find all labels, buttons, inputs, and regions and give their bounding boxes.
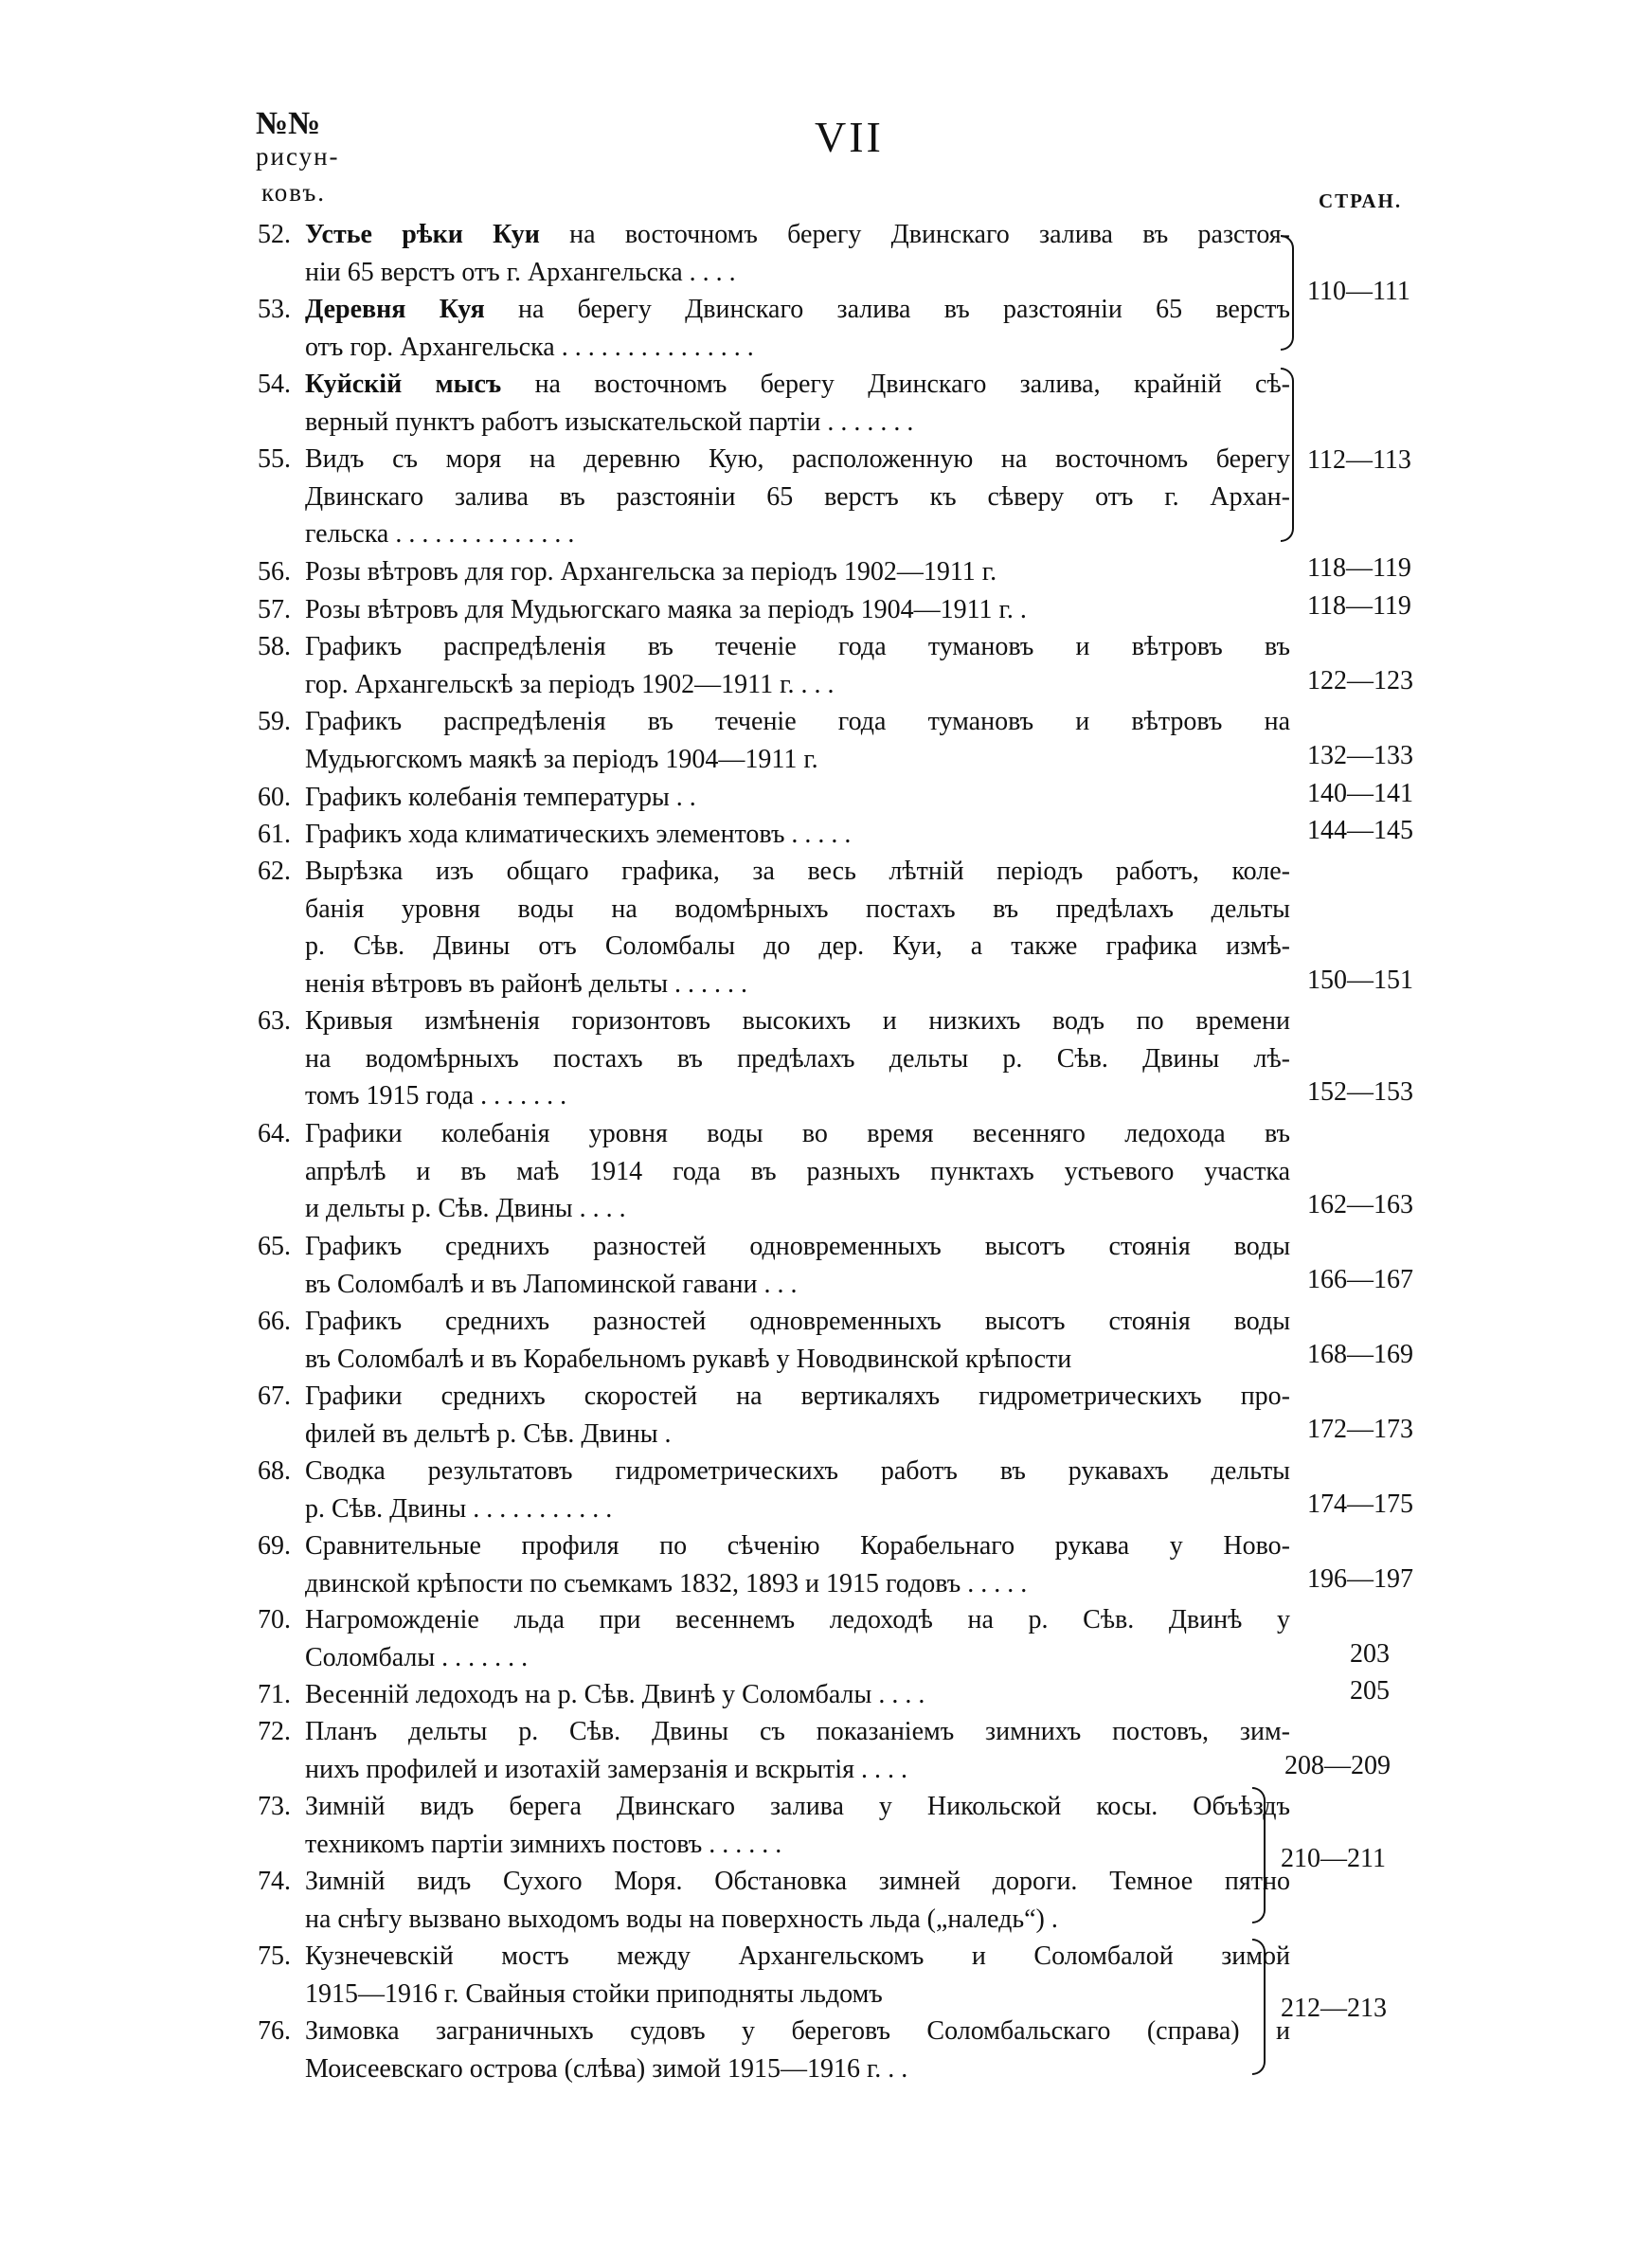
figure-number: 58. xyxy=(258,632,291,661)
figure-caption-text: въ Соломбалѣ и въ Корабельномъ рукавѣ у Новодвинской крѣпости xyxy=(305,1344,1072,1374)
figure-number: 55. xyxy=(258,444,291,474)
figure-number: 66. xyxy=(258,1307,291,1336)
entry-line xyxy=(258,1378,1290,1416)
figure-number: 68. xyxy=(258,1456,291,1486)
figure-caption-text: Куйскій мысъ на восточномъ берегу Двинскаго залива, крайній сѣ- xyxy=(305,370,1290,399)
figure-entry xyxy=(258,1938,1290,2013)
page-number-roman: VII xyxy=(815,113,884,161)
entry-line xyxy=(258,1639,1290,1677)
figure-caption-text: Устье рѣки Куи на восточномъ берегу Двинскаго залива въ разстоя- xyxy=(305,220,1290,249)
figure-number: 63. xyxy=(258,1006,291,1036)
column-label-figures-cont: ковъ. xyxy=(261,178,327,207)
figure-entry xyxy=(258,366,1290,441)
figure-caption-text: Графикъ колебанія температуры . . xyxy=(305,783,696,812)
figure-caption-text: на снѣгу вызвано выходомъ воды на поверхность льда („наледь“) . xyxy=(305,1904,1058,1934)
figure-entry xyxy=(258,1713,1290,1788)
entry-line xyxy=(258,1901,1290,1939)
figure-entry xyxy=(258,1527,1290,1602)
figure-entry xyxy=(258,853,1290,1002)
figure-caption-text: р. Сѣв. Двины отъ Соломбалы до дер. Куи, а также графика измѣ- xyxy=(305,931,1290,961)
figure-caption-text: Двинскаго залива въ разстояніи 65 верстъ къ сѣверу отъ г. Архан- xyxy=(305,481,1290,512)
page-ref-75-76: 212—213 xyxy=(1281,1994,1387,2023)
entry-line xyxy=(258,1601,1290,1639)
figure-caption-text: Сравнительные профиля по сѣченію Корабельнаго рукава у Ново- xyxy=(305,1531,1290,1561)
figure-caption-text: нихъ профилей и изотахій замерзанія и вскрытія . . . . xyxy=(305,1754,908,1784)
figure-caption-text: Графикъ распредѣленія въ теченіе года тумановъ и вѣтровъ на xyxy=(305,707,1290,736)
figure-caption-text: Деревня Куя на берегу Двинскаго залива въ разстояніи 65 верстъ xyxy=(305,295,1290,324)
figure-caption-text: гельска . . . . . . . . . . . . . . xyxy=(305,519,575,549)
figure-caption-text: Графикъ хода климатическихъ элементовъ . . . . . xyxy=(305,820,852,849)
figure-number: 75. xyxy=(258,1941,291,1971)
entry-line xyxy=(258,628,1290,666)
page-ref-58: 122—123 xyxy=(1307,666,1413,695)
figure-number: 54. xyxy=(258,370,291,399)
entry-line xyxy=(258,1416,1290,1454)
entry-line xyxy=(258,1826,1290,1864)
figure-caption-text: Графикъ распредѣленія въ теченіе года тумановъ и вѣтровъ въ xyxy=(305,632,1290,661)
figure-caption-text: Графикъ среднихъ разностей одновременныхъ высотъ стоянія воды xyxy=(305,1232,1290,1261)
entry-line xyxy=(258,404,1290,442)
entry-line xyxy=(258,1303,1290,1341)
figure-caption-text: Мудьюгскомъ маякѣ за періодъ 1904—1911 г. xyxy=(305,744,818,774)
figure-entry xyxy=(258,216,1290,291)
entry-line xyxy=(258,1002,1290,1040)
figure-caption-text: техникомъ партіи зимнихъ постовъ . . . . . . xyxy=(305,1829,782,1859)
page-ref-52-53: 110—111 xyxy=(1307,277,1410,306)
figure-number: 69. xyxy=(258,1531,291,1561)
figure-caption-text: двинской крѣпости по съемкамъ 1832, 1893 и 1915 годовъ . . . . . xyxy=(305,1568,1028,1598)
figure-entry xyxy=(258,779,1290,817)
figure-number: 67. xyxy=(258,1381,291,1411)
figure-entry xyxy=(258,628,1290,703)
figure-caption-text: верный пунктъ работъ изыскательской партіи . . . . . . . xyxy=(305,406,914,437)
entry-line xyxy=(258,1527,1290,1565)
entry-line xyxy=(258,1713,1290,1751)
figure-entry xyxy=(258,1115,1290,1228)
figure-entry xyxy=(258,1453,1290,1527)
figure-caption-text: томъ 1915 года . . . . . . . xyxy=(305,1081,567,1110)
figure-caption-text: Графики среднихъ скоростей на вертикаляхъ гидрометрическихъ про- xyxy=(305,1381,1290,1411)
figure-entry xyxy=(258,703,1290,778)
figure-caption-text: Планъ дельты р. Сѣв. Двины съ показаніемъ зимнихъ постовъ, зим- xyxy=(305,1717,1290,1746)
brace-75-76 xyxy=(1252,1939,1266,2075)
figure-number: 61. xyxy=(258,820,291,849)
entry-line xyxy=(258,1490,1290,1528)
page-ref-65: 166—167 xyxy=(1307,1265,1413,1294)
figure-caption-text: 1915—1916 г. Свайныя стойки приподняты льдомъ xyxy=(305,1978,883,2009)
page-ref-69: 196—197 xyxy=(1307,1564,1413,1594)
figure-caption-text: ніи 65 верстъ отъ г. Архангельска . . . . xyxy=(305,257,736,287)
figure-number: 70. xyxy=(258,1605,291,1634)
figure-caption-text: ненія вѣтровъ въ районѣ дельты . . . . . . xyxy=(305,968,748,999)
entry-line xyxy=(258,441,1290,478)
brace-52-53 xyxy=(1281,235,1294,351)
entry-line xyxy=(258,1863,1290,1901)
column-label-pages: СТРАН. xyxy=(1319,190,1403,212)
entry-line xyxy=(258,816,1290,854)
figure-caption-text: банія уровня воды на водомѣрныхъ постахъ въ предѣлахъ дельты xyxy=(305,894,1290,924)
entry-line xyxy=(258,1341,1290,1379)
entry-line xyxy=(258,291,1290,329)
page-ref-67: 172—173 xyxy=(1307,1415,1413,1444)
figure-caption-text: р. Сѣв. Двины . . . . . . . . . . . xyxy=(305,1493,613,1524)
figure-number: 53. xyxy=(258,295,291,324)
figure-caption-text: апрѣлѣ и въ маѣ 1914 года въ разныхъ пунктахъ устьевого участка xyxy=(305,1156,1290,1186)
entry-line xyxy=(258,553,1290,591)
figure-caption-text: Сводка результатовъ гидрометрическихъ работъ въ рукавахъ дельты xyxy=(305,1456,1290,1486)
figure-caption-text: Вырѣзка изъ общаго графика, за весь лѣтній періодъ работъ, коле- xyxy=(305,857,1290,886)
figure-entry xyxy=(258,1788,1290,1863)
figure-entry xyxy=(258,1002,1290,1115)
page-ref-71: 205 xyxy=(1350,1676,1390,1706)
entry-line xyxy=(258,478,1290,516)
entry-line xyxy=(258,254,1290,292)
figure-caption-text: Зимовка заграничныхъ судовъ у береговъ Соломбальскаго (справа) и xyxy=(305,2016,1290,2046)
entry-line xyxy=(258,853,1290,891)
entry-line xyxy=(258,1266,1290,1304)
page-ref-72: 208—209 xyxy=(1284,1751,1391,1780)
figure-number: 60. xyxy=(258,783,291,812)
entry-line xyxy=(258,1190,1290,1228)
figure-caption-text: Розы вѣтровъ для Мудьюгскаго маяка за періодъ 1904—1911 г. . xyxy=(305,595,1027,624)
page-ref-59: 132—133 xyxy=(1307,741,1413,770)
figure-number: 52. xyxy=(258,220,291,249)
entry-line xyxy=(258,928,1290,966)
figure-number: 72. xyxy=(258,1717,291,1746)
figure-entry xyxy=(258,291,1290,366)
entry-line xyxy=(258,1040,1290,1078)
entry-line xyxy=(258,891,1290,929)
figure-caption-text: Весенній ледоходъ на р. Сѣв. Двинѣ у Соломбалы . . . . xyxy=(305,1680,925,1709)
figure-entry xyxy=(258,2013,1290,2087)
entry-line xyxy=(258,366,1290,404)
figure-caption-text: Графикъ среднихъ разностей одновременныхъ высотъ стоянія воды xyxy=(305,1307,1290,1336)
figure-number: 76. xyxy=(258,2016,291,2046)
entry-line xyxy=(258,966,1290,1003)
figure-number: 64. xyxy=(258,1119,291,1148)
figure-number: 62. xyxy=(258,857,291,886)
entry-line xyxy=(258,703,1290,741)
page-ref-61: 144—145 xyxy=(1307,816,1413,845)
figure-caption-text: Нагроможденіе льда при весеннемъ ледоходѣ на р. Сѣв. Двинѣ у xyxy=(305,1605,1290,1634)
figure-entry xyxy=(258,1378,1290,1453)
figure-caption-text: на водомѣрныхъ постахъ въ предѣлахъ дельты р. Сѣв. Двины лѣ- xyxy=(305,1043,1290,1074)
entry-line xyxy=(258,1788,1290,1826)
entry-line xyxy=(258,2013,1290,2050)
page-ref-70: 203 xyxy=(1350,1639,1390,1669)
numbers-mark: №№ xyxy=(256,106,321,141)
figure-entry xyxy=(258,1228,1290,1303)
figure-entry xyxy=(258,553,1290,591)
column-label-figures: рисун- xyxy=(256,142,340,171)
figure-entry xyxy=(258,1676,1290,1714)
figure-number: 56. xyxy=(258,557,291,587)
figure-caption-text: Кузнечевскій мостъ между Архангельскомъ и Соломбалой зимой xyxy=(305,1941,1290,1971)
figure-caption-text: Видъ съ моря на деревню Кую, расположенную на восточномъ берегу xyxy=(305,444,1290,474)
figure-caption-text: отъ гор. Архангельска . . . . . . . . . . . . . . . xyxy=(305,332,754,362)
figure-number: 74. xyxy=(258,1867,291,1896)
entry-line xyxy=(258,591,1290,629)
page-ref-73-74: 210—211 xyxy=(1281,1844,1386,1873)
page-ref-57: 118—119 xyxy=(1307,591,1411,621)
figure-entry xyxy=(258,591,1290,629)
figure-number: 73. xyxy=(258,1792,291,1821)
page-ref-56: 118—119 xyxy=(1307,553,1411,583)
figure-caption-text: филей въ дельтѣ р. Сѣв. Двины . xyxy=(305,1418,672,1449)
entry-line xyxy=(258,515,1290,553)
figure-caption-text: Соломбалы . . . . . . . xyxy=(305,1642,529,1672)
figure-entry xyxy=(258,1601,1290,1676)
figure-caption-text: Розы вѣтровъ для гор. Архангельска за періодъ 1902—1911 г. xyxy=(305,557,997,587)
figure-caption-text: Графики колебанія уровня воды во время весенняго ледохода въ xyxy=(305,1119,1290,1148)
entry-line xyxy=(258,1751,1290,1789)
page-ref-54-55: 112—113 xyxy=(1307,445,1411,475)
entry-line xyxy=(258,1976,1290,2013)
entry-line xyxy=(258,1153,1290,1191)
figure-caption-text: Зимній видъ берега Двинскаго залива у Никольской косы. Объѣздъ xyxy=(305,1792,1290,1821)
entry-line xyxy=(258,1565,1290,1603)
figure-number: 57. xyxy=(258,595,291,624)
entry-line xyxy=(258,1938,1290,1976)
figure-caption-text: Кривыя измѣненія горизонтовъ высокихъ и низкихъ водъ по времени xyxy=(305,1006,1290,1036)
page-ref-60: 140—141 xyxy=(1307,779,1413,808)
entry-line xyxy=(258,1676,1290,1714)
entry-line xyxy=(258,216,1290,254)
entry-line xyxy=(258,1453,1290,1490)
page-ref-68: 174—175 xyxy=(1307,1490,1413,1519)
figure-number: 59. xyxy=(258,707,291,736)
brace-73-74 xyxy=(1252,1787,1266,1923)
figure-caption-text: Моисеевскаго острова (слѣва) зимой 1915—1916 г. . . xyxy=(305,2053,908,2084)
entry-line xyxy=(258,1115,1290,1153)
entry-line xyxy=(258,666,1290,704)
brace-54-55 xyxy=(1281,368,1294,542)
figure-entry xyxy=(258,816,1290,854)
page-ref-63: 152—153 xyxy=(1307,1077,1413,1107)
figure-caption-text: въ Соломбалѣ и въ Лапоминской гавани . . . xyxy=(305,1269,798,1299)
entry-line xyxy=(258,1228,1290,1266)
entry-line xyxy=(258,1077,1290,1115)
figure-number: 65. xyxy=(258,1232,291,1261)
page-ref-62: 150—151 xyxy=(1307,966,1413,995)
entry-line xyxy=(258,329,1290,367)
entry-line xyxy=(258,2050,1290,2088)
page-ref-64: 162—163 xyxy=(1307,1190,1413,1219)
entry-line xyxy=(258,741,1290,779)
figure-entry xyxy=(258,1303,1290,1378)
figure-entry xyxy=(258,1863,1290,1938)
figure-caption-text: и дельты р. Сѣв. Двины . . . . xyxy=(305,1194,626,1223)
figure-caption-text: Зимній видъ Сухого Моря. Обстановка зимней дороги. Темное пятно xyxy=(305,1867,1290,1896)
figure-caption-text: гор. Архангельскѣ за періодъ 1902—1911 г. . . . xyxy=(305,669,835,699)
figure-entry xyxy=(258,441,1290,553)
entry-line xyxy=(258,779,1290,817)
figure-number: 71. xyxy=(258,1680,291,1709)
page-ref-66: 168—169 xyxy=(1307,1340,1413,1369)
